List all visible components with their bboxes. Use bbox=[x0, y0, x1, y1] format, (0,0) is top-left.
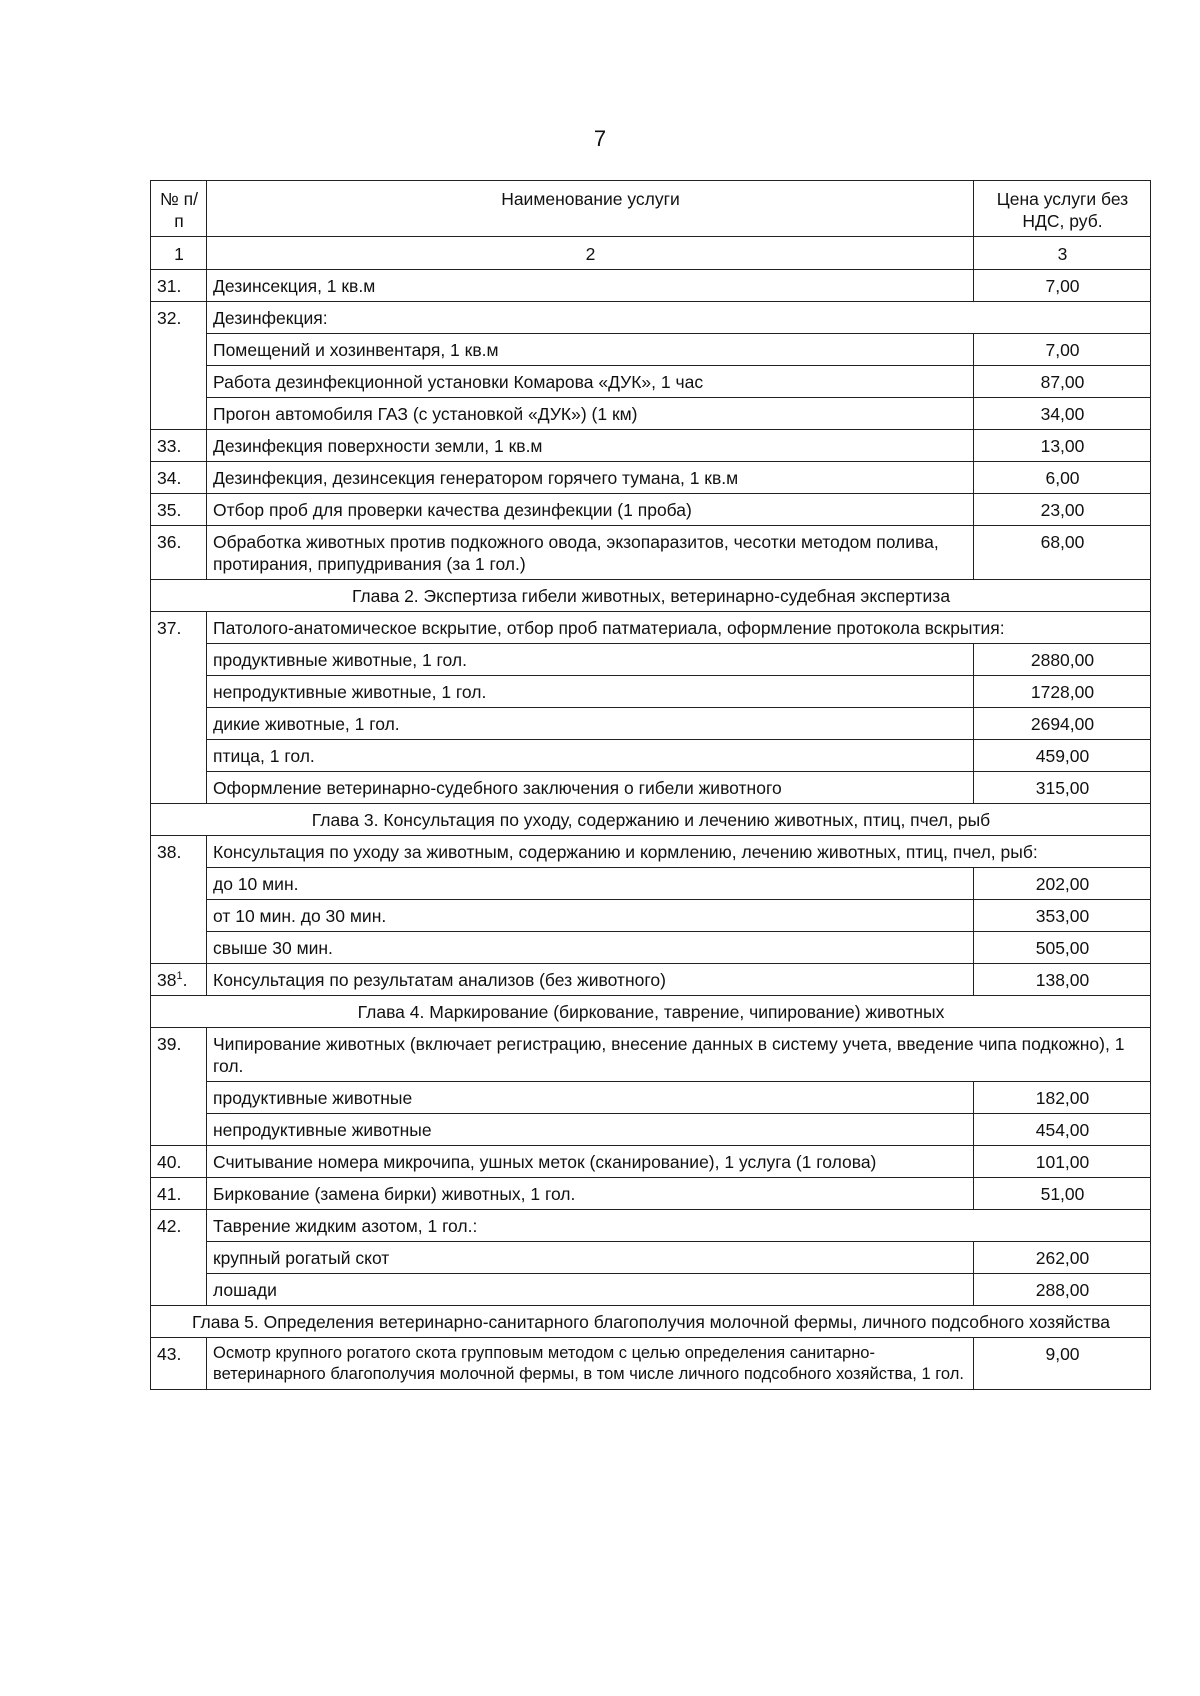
row-number: 33. bbox=[151, 430, 207, 462]
table-subrow bbox=[151, 740, 1151, 772]
service-name: Биркование (замена бирки) животных, 1 гол. bbox=[207, 1178, 974, 1210]
service-price: 138,00 bbox=[974, 964, 1151, 996]
table-subrow bbox=[151, 334, 1151, 366]
service-price: 7,00 bbox=[974, 270, 1151, 302]
service-name: Обработка животных против подкожного овода, экзопаразитов, чесотки методом полива, протирания, припудривания (за 1 гол.) bbox=[207, 526, 974, 580]
service-price: 51,00 bbox=[974, 1178, 1151, 1210]
chapter-row bbox=[151, 804, 1151, 836]
row-number: 39. bbox=[151, 1028, 207, 1146]
service-name: лошади bbox=[207, 1274, 974, 1306]
service-price: 353,00 bbox=[974, 900, 1151, 932]
service-name: Дезинфекция, дезинсекция генератором горячего тумана, 1 кв.м bbox=[207, 462, 974, 494]
service-name: свыше 30 мин. bbox=[207, 932, 974, 964]
service-price: 1728,00 bbox=[974, 676, 1151, 708]
service-price: 505,00 bbox=[974, 932, 1151, 964]
chapter-row bbox=[151, 580, 1151, 612]
service-name: дикие животные, 1 гол. bbox=[207, 708, 974, 740]
row-number: 34. bbox=[151, 462, 207, 494]
row-number: 31. bbox=[151, 270, 207, 302]
column-number: 3 bbox=[974, 237, 1151, 270]
service-name: от 10 мин. до 30 мин. bbox=[207, 900, 974, 932]
table-row bbox=[151, 1028, 1151, 1082]
table-subrow bbox=[151, 1274, 1151, 1306]
column-number: 1 bbox=[151, 237, 207, 270]
service-group-name: Таврение жидким азотом, 1 гол.: bbox=[207, 1210, 1151, 1242]
table-subrow bbox=[151, 1242, 1151, 1274]
service-price: 34,00 bbox=[974, 398, 1151, 430]
table-subrow bbox=[151, 708, 1151, 740]
table-subrow bbox=[151, 398, 1151, 430]
table-subrow bbox=[151, 676, 1151, 708]
service-name: птица, 1 гол. bbox=[207, 740, 974, 772]
table-row bbox=[151, 526, 1151, 580]
row-number: 42. bbox=[151, 1210, 207, 1306]
service-price: 459,00 bbox=[974, 740, 1151, 772]
table-row bbox=[151, 1146, 1151, 1178]
row-number: 32. bbox=[151, 302, 207, 430]
service-price: 68,00 bbox=[974, 526, 1151, 580]
table-row bbox=[151, 836, 1151, 868]
service-price: 6,00 bbox=[974, 462, 1151, 494]
service-price: 87,00 bbox=[974, 366, 1151, 398]
service-price: 2880,00 bbox=[974, 644, 1151, 676]
service-price: 23,00 bbox=[974, 494, 1151, 526]
table-row bbox=[151, 462, 1151, 494]
service-group-name: Чипирование животных (включает регистрацию, внесение данных в систему учета, введение чипа подкожно), 1 гол. bbox=[207, 1028, 1151, 1082]
service-name: непродуктивные животные bbox=[207, 1114, 974, 1146]
service-name: Считывание номера микрочипа, ушных меток (сканирование), 1 услуга (1 голова) bbox=[207, 1146, 974, 1178]
table-subrow bbox=[151, 900, 1151, 932]
table-subrow bbox=[151, 932, 1151, 964]
service-name: продуктивные животные bbox=[207, 1082, 974, 1114]
service-price: 288,00 bbox=[974, 1274, 1151, 1306]
service-price: 101,00 bbox=[974, 1146, 1151, 1178]
price-table bbox=[150, 180, 1151, 1390]
service-name: Дезинсекция, 1 кв.м bbox=[207, 270, 974, 302]
service-price: 315,00 bbox=[974, 772, 1151, 804]
table-subrow bbox=[151, 1082, 1151, 1114]
row-number bbox=[151, 964, 207, 996]
table-row bbox=[151, 612, 1151, 644]
service-price: 2694,00 bbox=[974, 708, 1151, 740]
service-name: Оформление ветеринарно-судебного заключения о гибели животного bbox=[207, 772, 974, 804]
service-price: 202,00 bbox=[974, 868, 1151, 900]
table-subrow bbox=[151, 1114, 1151, 1146]
table-row bbox=[151, 430, 1151, 462]
header-name: Наименование услуги bbox=[207, 181, 974, 237]
service-price: 182,00 bbox=[974, 1082, 1151, 1114]
header-price: Цена услуги без НДС, руб. bbox=[974, 181, 1151, 237]
table-header-row bbox=[151, 181, 1151, 237]
row-number: 43. bbox=[151, 1338, 207, 1390]
service-name: до 10 мин. bbox=[207, 868, 974, 900]
chapter-title: Глава 5. Определения ветеринарно-санитарного благополучия молочной фермы, личного подсобного хозяйства bbox=[151, 1306, 1151, 1338]
service-price: 7,00 bbox=[974, 334, 1151, 366]
service-name: Прогон автомобиля ГАЗ (с установкой «ДУК») (1 км) bbox=[207, 398, 974, 430]
table-row bbox=[151, 494, 1151, 526]
table-row bbox=[151, 1178, 1151, 1210]
chapter-title: Глава 2. Экспертиза гибели животных, ветеринарно-судебная экспертиза bbox=[151, 580, 1151, 612]
chapter-title: Глава 4. Маркирование (биркование, таврение, чипирование) животных bbox=[151, 996, 1151, 1028]
service-group-name: Патолого-анатомическое вскрытие, отбор проб патматериала, оформление протокола вскрытия: bbox=[207, 612, 1151, 644]
service-price: 454,00 bbox=[974, 1114, 1151, 1146]
service-name: Дезинфекция поверхности земли, 1 кв.м bbox=[207, 430, 974, 462]
row-number: 37. bbox=[151, 612, 207, 804]
service-price: 13,00 bbox=[974, 430, 1151, 462]
service-group-name: Дезинфекция: bbox=[207, 302, 1151, 334]
column-number: 2 bbox=[207, 237, 974, 270]
table-row bbox=[151, 1338, 1151, 1390]
row-number: 36. bbox=[151, 526, 207, 580]
table-subrow bbox=[151, 868, 1151, 900]
service-name: крупный рогатый скот bbox=[207, 1242, 974, 1274]
row-number: 38. bbox=[151, 836, 207, 964]
table-subrow bbox=[151, 366, 1151, 398]
table-row bbox=[151, 270, 1151, 302]
table-row bbox=[151, 1210, 1151, 1242]
table-subrow bbox=[151, 772, 1151, 804]
row-number: 35. bbox=[151, 494, 207, 526]
service-name: продуктивные животные, 1 гол. bbox=[207, 644, 974, 676]
service-price: 262,00 bbox=[974, 1242, 1151, 1274]
chapter-row bbox=[151, 1306, 1151, 1338]
row-number-dot: . bbox=[182, 970, 188, 990]
header-num: № п/п bbox=[151, 181, 207, 237]
row-number-superscript: 1 bbox=[176, 970, 183, 983]
column-numbers-row bbox=[151, 237, 1151, 270]
service-name: Работа дезинфекционной установки Комарова «ДУК», 1 час bbox=[207, 366, 974, 398]
table-row bbox=[151, 302, 1151, 334]
service-price: 9,00 bbox=[974, 1338, 1151, 1390]
service-name: непродуктивные животные, 1 гол. bbox=[207, 676, 974, 708]
page-number: 7 bbox=[593, 126, 607, 151]
row-number: 40. bbox=[151, 1146, 207, 1178]
row-number: 41. bbox=[151, 1178, 207, 1210]
chapter-title: Глава 3. Консультация по уходу, содержанию и лечению животных, птиц, пчел, рыб bbox=[151, 804, 1151, 836]
service-name: Осмотр крупного рогатого скота групповым методом с целью определения санитарно-ветеринарного благополучия молочной фермы, в том числе личного подсобного хозяйства, 1 гол. bbox=[207, 1338, 974, 1390]
row-number-base: 38 bbox=[157, 970, 177, 990]
service-group-name: Консультация по уходу за животным, содержанию и кормлению, лечению животных, птиц, пчел, рыб: bbox=[207, 836, 1151, 868]
table-row bbox=[151, 964, 1151, 996]
service-name: Отбор проб для проверки качества дезинфекции (1 проба) bbox=[207, 494, 974, 526]
service-name: Консультация по результатам анализов (без животного) bbox=[207, 964, 974, 996]
chapter-row bbox=[151, 996, 1151, 1028]
table-subrow bbox=[151, 644, 1151, 676]
service-name: Помещений и хозинвентаря, 1 кв.м bbox=[207, 334, 974, 366]
